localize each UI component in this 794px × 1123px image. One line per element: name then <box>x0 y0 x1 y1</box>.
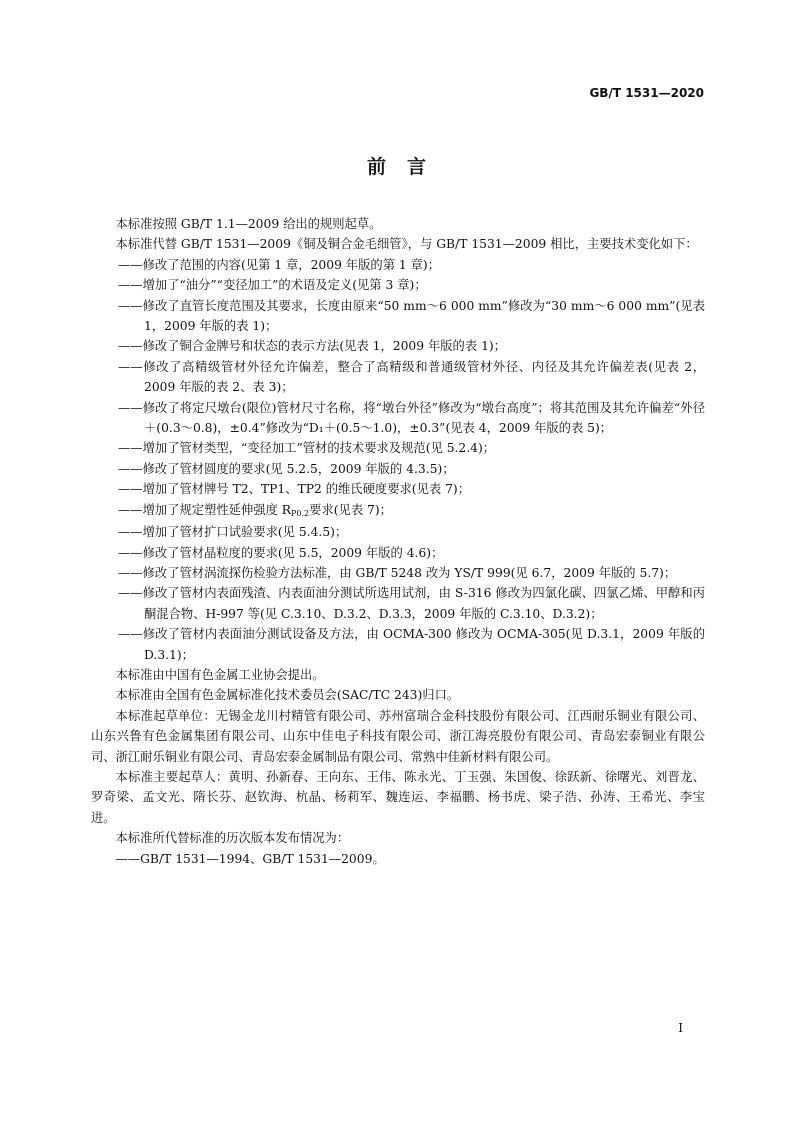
history-item: ——GB/T 1531—1994、GB/T 1531—2009。 <box>115 851 385 866</box>
change-item-with-subscript <box>91 500 705 522</box>
change-item: ——修改了铜合金牌号和状态的表示方法(见表 1，2009 年版的表 1)； <box>118 339 506 354</box>
change-item: ——修改了管材内表面油分测试设备及方法，由 OCMA-300 修改为 OCMA-305(见 D.3.1，2009 年版的 D.3.1)； <box>118 627 705 662</box>
closing-paragraph: 本标准由中国有色金属工业协会提出。 <box>115 667 325 682</box>
change-item: ——增加了管材牌号 T2、TP1、TP2 的维氏硬度要求(见表 7)； <box>118 482 471 497</box>
change-item: ——增加了管材扩口试验要求(见 5.4.5)； <box>118 525 348 540</box>
page-number: I <box>678 1021 683 1035</box>
change-item: ——修改了直管长度范围及其要求，长度由原来“50 mm～6 000 mm”修改为“30 mm～6 000 mm”(见表 1，2009 年版的表 1)； <box>118 298 705 334</box>
change-item: ——修改了将定尺墩台(限位)管材尺寸名称，将“墩台外径”修改为“墩台高度”；将其范围及其允许偏差“外径＋(0.3～0.8)，±0.4”修改为“D₁＋(0.5～1.0)，±0.3”(见表 4，2009 年版的表 5)； <box>118 400 705 436</box>
strength-subscript: P0.2 <box>291 508 310 518</box>
change-item: ——修改了管材晶粒度的要求(见 5.5，2009 年版的 4.6)； <box>118 545 444 560</box>
change-item: ——修改了管材内表面残渣、内表面油分测试所选用试剂，由 S-316 修改为四氯化碳、四氯乙烯、甲醇和丙酮混合物、H-997 等(见 C.3.10、D.3.2、D.3.3，2009 年版的 C.3.10、D.3.2)； <box>118 586 705 621</box>
closing-paragraph: 本标准起草单位：无锡金龙川村精管有限公司、苏州富瑞合金科技股份有限公司、江西耐乐铜业有限公司、山东兴鲁有色金属集团有限公司、山东中佳电子科技有限公司、浙江海亮股份有限公司、青岛宏泰铜业有限公司、浙江耐乐铜业有限公司、青岛宏泰金属制品有限公司、常熟中佳新材料有限公司。 <box>91 708 705 764</box>
change-item-text-tail: 要求(见表 7)； <box>309 502 392 517</box>
closing-paragraph: 本标准所代替标准的历次版本发布情况为： <box>115 831 350 846</box>
page-title: 前 言 <box>366 156 427 178</box>
closing-paragraph: 本标准由全国有色金属标准化技术委员会(SAC/TC 243)归口。 <box>115 688 460 703</box>
change-item: ——修改了范围的内容(见第 1 章，2009 年版的第 1 章)； <box>118 257 441 272</box>
change-item: ——增加了管材类型，“变径加工”管材的技术要求及规范(见 5.2.4)； <box>118 441 496 456</box>
foreword-body <box>91 214 705 869</box>
intro-paragraph: 本标准代替 GB/T 1531—2009《铜及铜合金毛细管》，与 GB/T 1531—2009 相比，主要技术变化如下： <box>115 237 698 252</box>
standard-code: GB/T 1531—2020 <box>589 86 704 100</box>
change-item: ——修改了高精级管材外径允许偏差，整合了高精级和普通级管材外径、内径及其允许偏差表(见表 2，2009 年版的表 2、表 3)； <box>118 359 705 395</box>
change-item-text: ——增加了规定塑性延伸强度 R <box>118 502 292 517</box>
change-item: ——修改了管材圆度的要求(见 5.2.5，2009 年版的 4.3.5)； <box>118 461 455 476</box>
change-item: ——增加了“油分”“变径加工”的术语及定义(见第 3 章)； <box>118 278 427 293</box>
change-item: ——修改了管材涡流探伤检验方法标准，由 GB/T 5248 改为 YS/T 999(见 6.7，2009 年版的 5.7)； <box>118 565 677 580</box>
intro-paragraph: 本标准按照 GB/T 1.1—2009 给出的规则起草。 <box>115 217 382 231</box>
closing-paragraph: 本标准主要起草人：黄明、孙新春、王向东、王伟、陈永光、丁玉强、朱国俊、徐跃新、徐曙光、刘晋龙、罗奇梁、孟文光、隋长芬、赵钦海、杭晶、杨莉军、魏连运、李福鹏、杨书虎、梁子浩、孙涛、王希光、李宝进。 <box>91 769 705 825</box>
